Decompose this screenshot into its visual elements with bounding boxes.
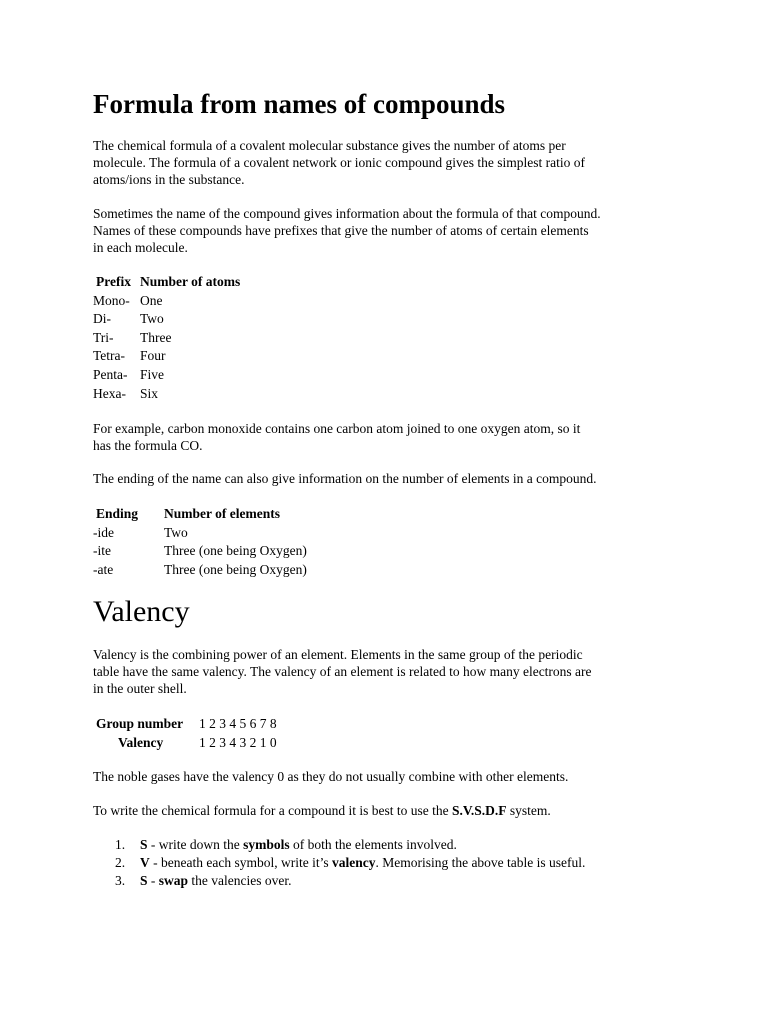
table-header-row xyxy=(93,505,307,524)
table-header-row xyxy=(93,273,240,292)
table-row xyxy=(93,310,240,329)
ending-cell: -ide xyxy=(93,524,114,540)
intro-paragraph xyxy=(93,137,693,188)
text-line: atoms/ions in the substance. xyxy=(93,172,245,187)
elements-cell: Two xyxy=(164,524,188,540)
prefix-cell: Tetra- xyxy=(93,348,126,364)
section-heading-valency: Valency xyxy=(93,595,190,628)
table-row xyxy=(93,347,240,366)
group-number-values: 1 2 3 4 5 6 7 8 xyxy=(199,716,277,731)
atoms-cell: Four xyxy=(140,348,166,364)
text-line: table have the same valency. The valency of an element is related to how many electrons are xyxy=(93,664,592,679)
text-line xyxy=(93,802,693,819)
step-keyword: swap xyxy=(158,873,189,888)
text-line: Sometimes the name of the compound gives information about the formula of that compound. xyxy=(93,206,601,221)
list-item xyxy=(93,872,585,890)
table-row xyxy=(93,385,240,404)
valency-values: 1 2 3 4 3 2 1 0 xyxy=(199,735,277,750)
ending-table xyxy=(93,505,307,579)
column-header-number-of-elements: Number of elements xyxy=(164,506,280,521)
atoms-cell: Five xyxy=(140,366,165,382)
text-line: For example, carbon monoxide contains one carbon atom joined to one oxygen atom, so it xyxy=(93,421,581,436)
ending-cell: -ate xyxy=(93,561,114,577)
text-run: of both the elements involved. xyxy=(289,837,457,852)
svsdf-steps-list xyxy=(93,836,585,890)
text-line: has the formula CO. xyxy=(93,438,203,453)
noble-gases-paragraph xyxy=(93,768,693,785)
elements-cell: Three (one being Oxygen) xyxy=(164,543,307,559)
atoms-cell: Three xyxy=(140,329,172,345)
table-row xyxy=(93,329,240,348)
atoms-cell: Two xyxy=(140,311,164,327)
prefix-cell: Mono- xyxy=(93,292,130,308)
list-item xyxy=(93,836,585,854)
text-run: . Memorising the above table is useful. xyxy=(375,855,586,870)
atoms-cell: Six xyxy=(140,385,159,401)
table-row xyxy=(93,542,307,561)
svsdf-bold: S.V.S.D.F xyxy=(451,803,507,818)
table-row xyxy=(93,524,307,543)
text-run: - xyxy=(147,873,159,888)
ending-info-paragraph xyxy=(93,470,693,487)
text-line: in each molecule. xyxy=(93,240,188,255)
valency-label: Valency xyxy=(118,735,164,750)
step-keyword: valency xyxy=(331,855,376,870)
svsdf-paragraph xyxy=(93,802,693,819)
prefix-table xyxy=(93,273,240,403)
valency-intro-paragraph xyxy=(93,646,693,697)
list-number: 1. xyxy=(115,837,126,852)
step-letter: S xyxy=(140,837,148,852)
text-run: system. xyxy=(506,803,551,818)
name-info-paragraph xyxy=(93,205,693,256)
text-run: - beneath each symbol, write it’s xyxy=(149,855,332,870)
list-number: 3. xyxy=(115,873,126,888)
column-header-number-of-atoms: Number of atoms xyxy=(140,274,241,289)
group-number-label: Group number xyxy=(96,716,184,731)
step-keyword: symbols xyxy=(243,837,290,852)
prefix-cell: Tri- xyxy=(93,329,114,345)
text-run: the valencies over. xyxy=(188,873,292,888)
column-header-prefix: Prefix xyxy=(96,274,131,289)
page-title: Formula from names of compounds xyxy=(93,89,506,119)
elements-cell: Three (one being Oxygen) xyxy=(164,561,307,577)
table-row xyxy=(93,561,307,580)
text-line: molecule. The formula of a covalent network or ionic compound gives the simplest ratio of xyxy=(93,155,585,170)
list-item xyxy=(93,854,585,872)
ending-cell: -ite xyxy=(93,543,111,559)
text-line: in the outer shell. xyxy=(93,681,187,696)
prefix-cell: Di- xyxy=(93,311,111,327)
atoms-cell: One xyxy=(140,292,163,308)
step-letter: V xyxy=(140,855,150,870)
example-paragraph xyxy=(93,420,693,454)
step-letter: S xyxy=(140,873,148,888)
text-line: Names of these compounds have prefixes that give the number of atoms of certain elements xyxy=(93,223,589,238)
text-line: Valency is the combining power of an element. Elements in the same group of the periodic xyxy=(93,647,583,662)
text-line: The noble gases have the valency 0 as they do not usually combine with other elements. xyxy=(93,769,569,784)
column-header-ending: Ending xyxy=(96,506,139,521)
table-row xyxy=(93,366,240,385)
list-number: 2. xyxy=(115,855,126,870)
text-run: - write down the xyxy=(147,837,244,852)
prefix-cell: Hexa- xyxy=(93,385,126,401)
text-line: The ending of the name can also give information on the number of elements in a compound. xyxy=(93,471,597,486)
prefix-cell: Penta- xyxy=(93,366,128,382)
text-line: The chemical formula of a covalent molecular substance gives the number of atoms per xyxy=(93,138,566,153)
text-run: To write the chemical formula for a compound it is best to use the xyxy=(93,803,452,818)
table-row xyxy=(93,292,240,311)
